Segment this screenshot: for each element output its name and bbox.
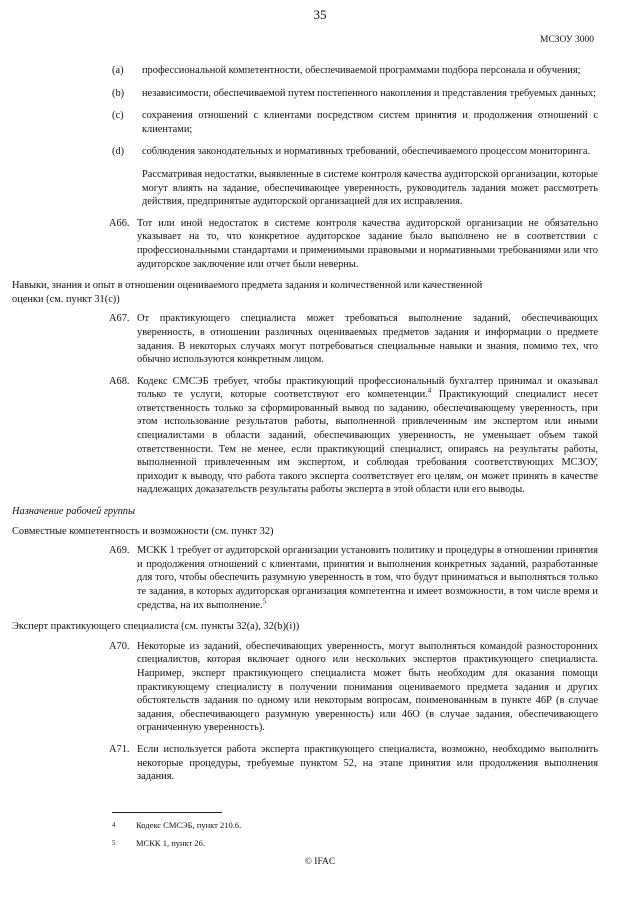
footnote-number: 4 (112, 821, 116, 829)
paragraph-text (137, 375, 598, 497)
list-item-text: соблюдения законодательных и нормативных требований, обеспечиваемого процессом мониторинга. (142, 146, 591, 158)
paragraph-text-part: Практикующий специалист несет ответственность только за сформированный вывод по заданию, обеспечивающему уверенность, при этом использование результатов работы, выполненной привлеченным им экспертом или иными специалистами в области заданий, обеспечивающих уверенность, не уменьшает объем такой ответственности. Тем не менее, если практикующий специалист, опираясь на результаты работы, выполненной привлеченным им экспертом, и соблюдая требования соответствующих МСЗОУ, приходит к выводу, что работа такого эксперта соответствует его целям, он может принять в качестве надлежащих доказательств результаты работы эксперта в этой области или его выводы. (137, 389, 598, 496)
list-item-label: (c) (112, 110, 124, 122)
footnote-number: 5 (112, 839, 116, 847)
footnote-reference: 5 (262, 597, 267, 606)
document-code: МСЗОУ 3000 (540, 35, 594, 45)
footnote-divider (112, 812, 222, 813)
list-item (112, 64, 598, 78)
section-heading-italic: Назначение рабочей группы (12, 506, 136, 518)
footnote (112, 837, 598, 849)
paragraph-number: А70. (109, 640, 130, 652)
paragraph-text-part: Кодекс СМСЭБ требует, чтобы практикующий профессиональный бухгалтер принимал и оказывал только те услуги, которые соответствуют его компетенции. (137, 375, 598, 401)
paragraph-text: От практикующего специалиста может требоваться выполнение заданий, обеспечивающих уверенность, в отношении различных оцениваемых предметов задания и информации о предмете задания. В некоторых случаях могут потребоваться специальные навыки и знания, помимо тех, что обычно используются конкретным лицом. (137, 313, 598, 366)
paragraph-number: А66. (109, 217, 130, 229)
paragraph-number: А68. (109, 375, 130, 387)
paragraph-a66 (109, 217, 598, 271)
paragraph-text: Некоторые из заданий, обеспечивающих уверенность, могут выполняться командой разносторонних специалистов, которая включает одного или нескольких экспертов практикующего специалиста. Например, эксперт практикующего специалиста может быть необходим для оказания помощи практикующему специалисту в получении понимания оцениваемого предмета задания и других обстоятельств задания по одному или некоторым вопросам, поименованным в пункте 46Р (в случае задания, обеспечивающего разумную уверенность) или 46О (в случае задания, обеспечивающего ограниченную уверенность). (137, 640, 598, 734)
subsection-heading: Эксперт практикующего специалиста (см. пункты 32(a), 32(b)(i)) (12, 621, 300, 633)
paragraph-text (137, 544, 598, 612)
list-item (112, 87, 598, 101)
paragraph-number: А71. (109, 743, 130, 755)
copyright-footer: © IFAC (304, 857, 336, 867)
list-item-label: (b) (112, 87, 125, 99)
paragraph-number: А67. (109, 313, 130, 325)
footnote-text: Кодекс СМСЭБ, пункт 210.6. (136, 820, 242, 830)
list-item-label: (a) (112, 65, 124, 76)
list-item-text: сохранения отношений с клиентами посредством систем принятия и продолжения отношений с клиентами; (142, 110, 598, 135)
paragraph-text: Если используется работа эксперта практикующего специалиста, возможно, необходимо выполнить некоторые процедуры, требуемые пунктом 52, на этапе принятия или продолжения выполнения задания. (137, 743, 598, 783)
section-heading: Навыки, знания и опыт в отношении оцениваемого предмета задания и количественной или качественной оценки (см. пункт 31(с)) (12, 280, 483, 305)
list-item (112, 109, 598, 136)
footnote-reference: 4 (427, 386, 432, 395)
page-number: 35 (313, 7, 327, 22)
page-content (12, 64, 598, 792)
paragraph-a69 (109, 544, 598, 612)
list-item (112, 145, 598, 159)
subsection-heading: Совместные компетентность и возможности (см. пункт 32) (12, 525, 274, 537)
paragraph-text: Тот или иной недостаток в системе контроля качества аудиторской организации не обязательно указывает на то, что конкретное аудиторское задание было выполнено не в соответствии с профессиональными стандартами и применимыми правовыми и нормативными требованиями или что аудиторское заключение или отчет были неверны. (137, 217, 598, 270)
list-item-text: профессиональной компетентности, обеспечиваемой программами подбора персонала и обучения; (142, 65, 581, 76)
paragraph-number: А69. (109, 545, 130, 557)
footnotes (112, 812, 598, 855)
paragraph-a71 (109, 743, 598, 784)
footnote-text: МСКК 1, пункт 26. (136, 838, 206, 848)
paragraph-a70 (109, 640, 598, 735)
footnote (112, 819, 598, 831)
paragraph-a68 (109, 375, 598, 497)
list-item-label: (d) (112, 146, 125, 158)
list (112, 64, 598, 159)
paragraph-text-part: МСКК 1 требует от аудиторской организации установить политику и процедуры в отношении принятия и продолжения отношений с клиентами, принятия и выполнения конкретных заданий, разработанные для того, чтобы обеспечить разумную уверенность в том, что будут приниматься и выполняться только те задания, в которых аудиторская организация компетентна и имеет возможности, в том числе время и средства, на их выполнение. (137, 545, 598, 611)
paragraph-a67 (109, 312, 598, 366)
intro-paragraph: Рассматривая недостатки, выявленные в системе контроля качества аудиторской организации, которые могут влиять на задание, обеспечивающее уверенность, руководитель задания может рассмотреть действия, предпринятые аудиторской организацией для их исправления. (142, 168, 598, 208)
list-item-text: независимости, обеспечиваемой путем постепенного накопления и представления требуемых данных; (142, 87, 597, 99)
